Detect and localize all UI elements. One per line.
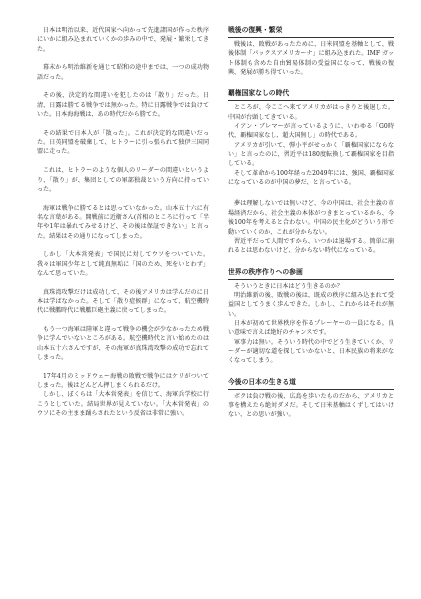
body-paragraph: しかし、ぼくらは「大本営発表」を信じて、海軍兵学校に行こうとしていた。結局世界が見えていない。「大本営発表」のウソにその主まま踊らされたという反省は非常に強い。 <box>37 391 209 418</box>
body-paragraph: 戦後は、敗戦があったために、日米同盟を基軸として、戦後体制「パックスアメリカーナ」に組み込まれた。IMF ガット体制も含めた自由貿易体制の受益国になって、戦後の復興、発展が勝ち得ていった。 <box>228 41 394 77</box>
body-paragraph: 明治維新の後、敗戦の後は、既成の秩序に組み込まれて受益国としてうまく歩んできた。しかし、これからはそれが無い。 <box>228 291 394 318</box>
body-paragraph: 日本が初めて世界秩序を作るプレーヤーの一員になる。良い意味で言えば絶好のチャンスです。 <box>228 319 394 337</box>
section-china-outlook <box>228 199 394 255</box>
section-world-order-participation <box>228 268 394 366</box>
body-paragraph: 日本は明治以来、近代国家へ向かって先進諸国が作った秩序にいかに組み込まれていくかの歩みの中で、発展・繁栄してきた。 <box>37 27 209 53</box>
body-paragraph: ボクは負け戦の後、広島を歩いたものだから、アメリカと事を構えたら絶対ダメだ。そして日米基軸はくずしてはいけない、との思いが強い。 <box>228 392 394 419</box>
body-paragraph: アメリカが引いて、弾小平がせっかく「覇権国家にならない」と言ったのに、習近平は180度転換して覇権国家を目指している。 <box>228 141 394 168</box>
section-heading: 今後の日本の生きる道 <box>228 378 394 390</box>
section-japan-future-path <box>228 378 394 420</box>
body-paragraph: イアン・ブレマーが言っているように、いわゆる「G0時代、覇権国家なし、超大国無し」の時代である。 <box>228 123 394 140</box>
body-paragraph: その結果で日本人が「散った」。これが決定的な間違いだった。日英同盟を破棄して、ヒトラーに引っ張られて独伊三国同盟に走った。 <box>37 129 209 156</box>
section-heading: 覇権国家なしの時代 <box>228 89 394 101</box>
body-paragraph: 幕末から明治維新を通じて昭和の途中までは、一つの成功物語だった。 <box>37 64 209 81</box>
body-paragraph: これは、ヒトラーのような個人のリーダーの間違いというより、「散り」が、集団としての軍部独裁という方向に持っていった。 <box>37 167 209 193</box>
body-paragraph: 海軍は戦争に勝てるとは思っていなかった。山本五十六に有名な言葉がある。開戦前に近衛さん(首相のところに行って「半年や1年は暴れてみせるけど、その後は保証できない」と言った。結果はその通りになってしまった。 <box>37 204 209 240</box>
section-postwar-recovery <box>228 26 394 77</box>
body-paragraph: もう一つ海軍は陸軍と違って戦争の機会が少なかったため戦争に学んでいないところがある。航空機時代と言い始めたのは山本五十六さんですが、その海軍が真珠湾攻撃の成功で忘れてしまった。 <box>37 326 209 362</box>
body-paragraph: その後、決定的な間違いを犯したのは「散り」だった。日清、日露は勝てる戦争では無かった。特に日露戦争では負けていた。日本海海戦は、あの時代だから勝てた。 <box>37 92 209 119</box>
body-paragraph: 習近平だって人間ですから、いつかは退場する。簡単に崩れるとは思わないけど、分からない時代になっている。 <box>228 237 394 255</box>
body-paragraph: 真珠湾攻撃だけは成功して、その後アメリカは学んだのに日本は学ばなかった。そして「散り症候群」になって、航空機時代に戦艦時代に戦艦巨砲主義に戻ってしまった。 <box>37 288 209 315</box>
right-column <box>228 26 394 432</box>
body-paragraph: 軍事力は無い。そういう時代の中でどう生きていくか、リーダーが適切な道を探していかないと、日本民族の将来がなくなってしまう。 <box>228 338 394 365</box>
section-heading: 世界の秩序作りへの参画 <box>228 268 394 280</box>
body-paragraph: そういうときに日本はどう生きるのか？ <box>234 282 343 290</box>
left-column <box>37 26 209 418</box>
body-paragraph: ところが、今ここへ来てアメリカがはっきりと後退した。中国が台頭してきている。 <box>228 104 394 121</box>
body-paragraph: 夢は理解しないでは無いけど、今の中国は、社会主義の市場経済だから、社会主義の本体がつきまとっているから、今後100年を考えると合わない。中国の民主化がどういう形で動いていくのか、これが分からない。 <box>228 200 394 236</box>
body-paragraph: 17年4月のミッドウェー海戦の敗戦で戦争にはケリがついてしまった。後はどんどん押しまくられるだけ。 <box>37 372 209 390</box>
section-no-hegemon-era <box>228 89 394 187</box>
body-paragraph: しかし「大本営発表」で国民に対してウソをついていた。我々は軍国少年として純真無垢に「国のため、死をいとわず」なんて思っていた。 <box>37 251 209 277</box>
section-heading: 戦後の復興・繁栄 <box>228 26 394 38</box>
body-paragraph: そして革命から100年経った2049年には、強国、覇権国家になっているのが中国の夢だ、と言っている。 <box>228 169 394 187</box>
